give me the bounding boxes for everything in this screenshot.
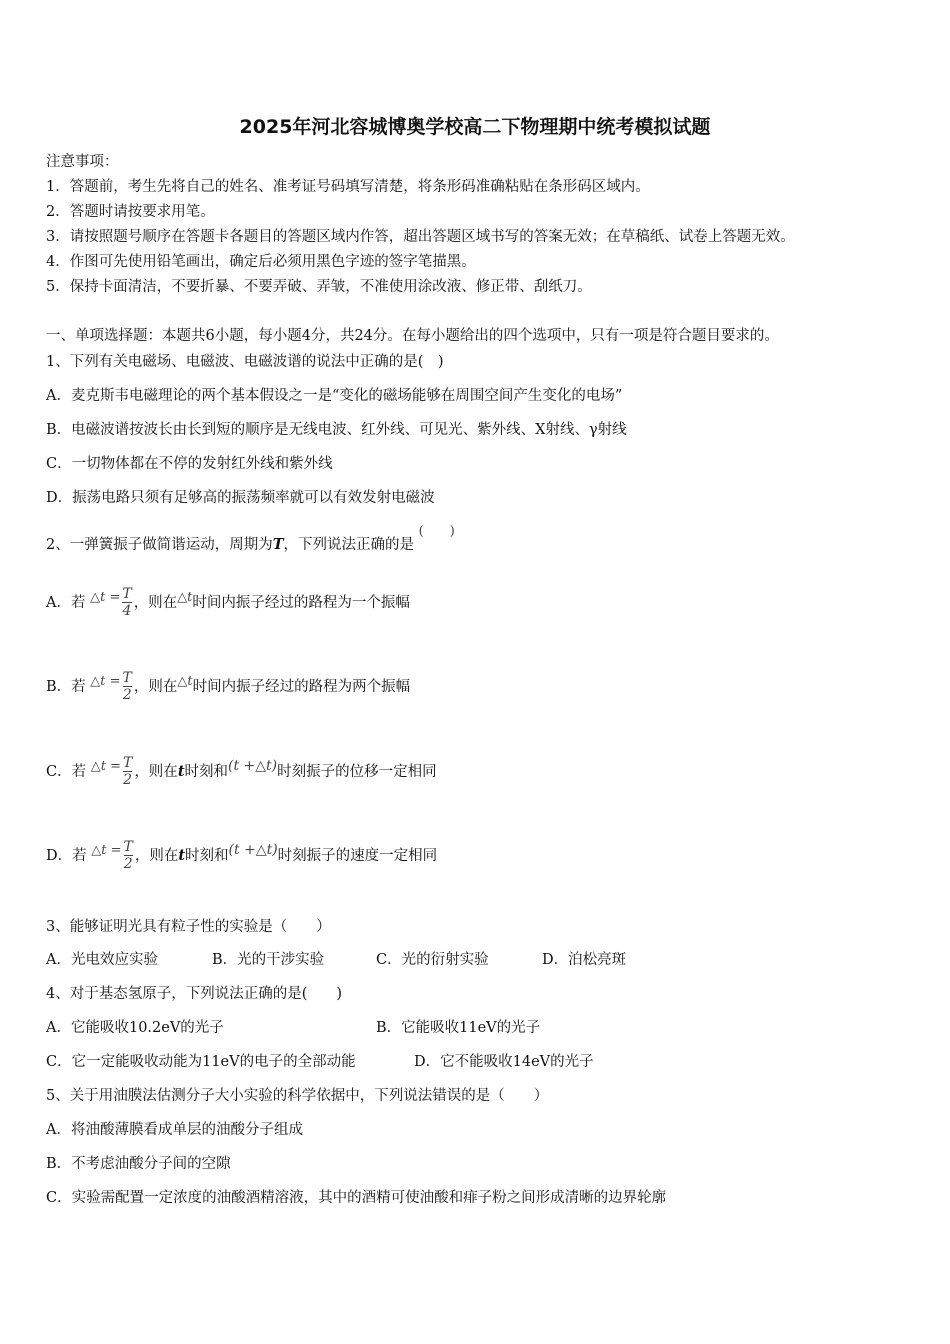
q2-a-dt-short: △t [177,590,193,605]
q2-d-mid2: 时刻和 [185,847,229,864]
q2-d-pre: D．若 [46,847,87,864]
q2-b-fraction [123,670,132,703]
q2-option-d [46,832,437,874]
q5-option-a: A．将油酸薄膜看成单层的油酸分子组成 [46,1122,303,1138]
q3-option-b: B．光的干涉实验 [212,952,325,968]
q2-option-a [46,580,410,621]
q2-option-b [46,664,410,705]
q2-stem-T: T [272,536,284,553]
q2-c-t-plus-dt: (t +△t) [228,758,278,774]
notice-item-3: 3．请按照题号顺序在答题卡各题目的答题区域内作答，超出答题区域书写的答案无效；在草稿纸、试卷上答题无效。 [46,229,795,245]
q1-option-b: B．电磁波谱按波长由长到短的顺序是无线电波、红外线、可见光、紫外线、X射线、γ射线 [46,422,627,438]
notice-item-2: 2．答题时请按要求用笔。 [46,204,215,220]
q2-a-post: ，则在 [133,594,178,611]
fraction-numerator: T [122,586,132,603]
q2-d-t: t [178,846,186,864]
q2-a-dt: △t = [90,590,121,605]
q2-b-end: 时间内振子经过的路程为两个振幅 [192,678,411,695]
fraction-denominator: 4 [122,603,132,620]
q4-option-d: D．它不能吸收14eV的光子 [414,1054,594,1070]
q2-a-end: 时间内振子经过的路程为一个振幅 [192,594,410,611]
q2-c-pre: C．若 [46,763,87,780]
q4-stem: 4、对于基态氢原子，下列说法正确的是( ) [46,986,343,1002]
q1-option-c: C．一切物体都在不停的发射红外线和紫外线 [46,456,333,472]
q2-stem-pre: 2、一弹簧振子做简谐运动，周期为 [46,537,273,553]
fraction-denominator: 2 [123,856,133,873]
q5-option-b: B．不考虑油酸分子间的空隙 [46,1156,231,1172]
q2-b-pre: B．若 [46,678,86,695]
q3-stem: 3、能够证明光具有粒子性的实验是（ ） [46,919,331,935]
fraction-denominator: 2 [123,772,133,789]
q2-c-dt: △t = [90,759,121,774]
q2-b-post: ，则在 [133,678,178,695]
fraction-numerator: T [122,755,133,772]
q2-stem [46,524,455,556]
q2-c-mid: ，则在 [134,763,178,780]
q2-b-dt-short: △t [177,674,193,689]
notice-item-4: 4．作图可先使用铅笔画出，确定后必须用黑色字迹的签字笔描黑。 [46,254,476,270]
notice-item-1: 1．答题前，考生先将自己的姓名、准考证号码填写清楚，将条形码准确粘贴在条形码区域内。 [46,179,650,195]
q2-c-fraction [123,755,132,788]
q2-stem-post: ，下列说法正确的是 [283,537,415,553]
q4-option-a: A．它能吸收10.2eV的光子 [46,1020,224,1036]
q3-option-a: A．光电效应实验 [46,952,158,968]
q2-c-t: t [177,762,185,780]
q2-c-end: 时刻振子的位移一定相同 [277,763,437,780]
q1-option-a: A．麦克斯韦电磁理论的两个基本假设之一是“变化的磁场能够在周围空间产生变化的电场” [46,388,623,404]
q2-option-c [46,748,437,790]
q2-c-mid2: 时刻和 [184,763,229,780]
q3-option-d: D．泊松亮斑 [542,952,627,968]
q1-stem: 1、下列有关电磁场、电磁波、电磁波谱的说法中正确的是( ) [46,354,444,370]
q2-d-mid: ，则在 [134,847,179,864]
q2-d-t-plus-dt: (t +△t) [228,842,278,858]
fraction-numerator: T [122,670,132,687]
q2-a-fraction [122,586,131,619]
q1-option-d: D．振荡电路只须有足够高的振荡频率就可以有效发射电磁波 [46,490,435,506]
notice-heading: 注意事项： [46,154,119,170]
q5-option-c: C．实验需配置一定浓度的油酸酒精溶液，其中的酒精可使油酸和痱子粉之间形成清晰的边界轮廓 [46,1190,667,1206]
q2-d-fraction [124,839,133,872]
fraction-denominator: 2 [122,687,132,704]
q3-option-c: C．光的衍射实验 [376,952,489,968]
q4-option-c: C．它一定能吸收动能为11eV的电子的全部动能 [46,1054,356,1070]
notice-item-5: 5．保持卡面清洁，不要折暴、不要弄破、弄皱，不准使用涂改液、修正带、刮纸刀。 [46,279,592,295]
q2-d-end: 时刻振子的速度一定相同 [277,847,438,864]
q4-option-b: B．它能吸收11eV的光子 [376,1020,541,1036]
q2-stem-paren: ( ) [418,524,455,539]
q2-d-dt: △t = [91,843,122,858]
q2-a-pre: A．若 [46,594,86,611]
page-title: 2025年河北容城博奥学校高二下物理期中统考模拟试题 [239,116,711,138]
section-heading: 一、单项选择题：本题共6小题，每小题4分，共24分。在每小题给出的四个选项中，只有一项是符合题目要求的。 [46,328,779,344]
q5-stem: 5、关于用油膜法估测分子大小实验的科学依据中，下列说法错误的是（ ） [46,1088,549,1104]
fraction-numerator: T [123,839,133,856]
q2-b-dt: △t = [90,674,121,689]
